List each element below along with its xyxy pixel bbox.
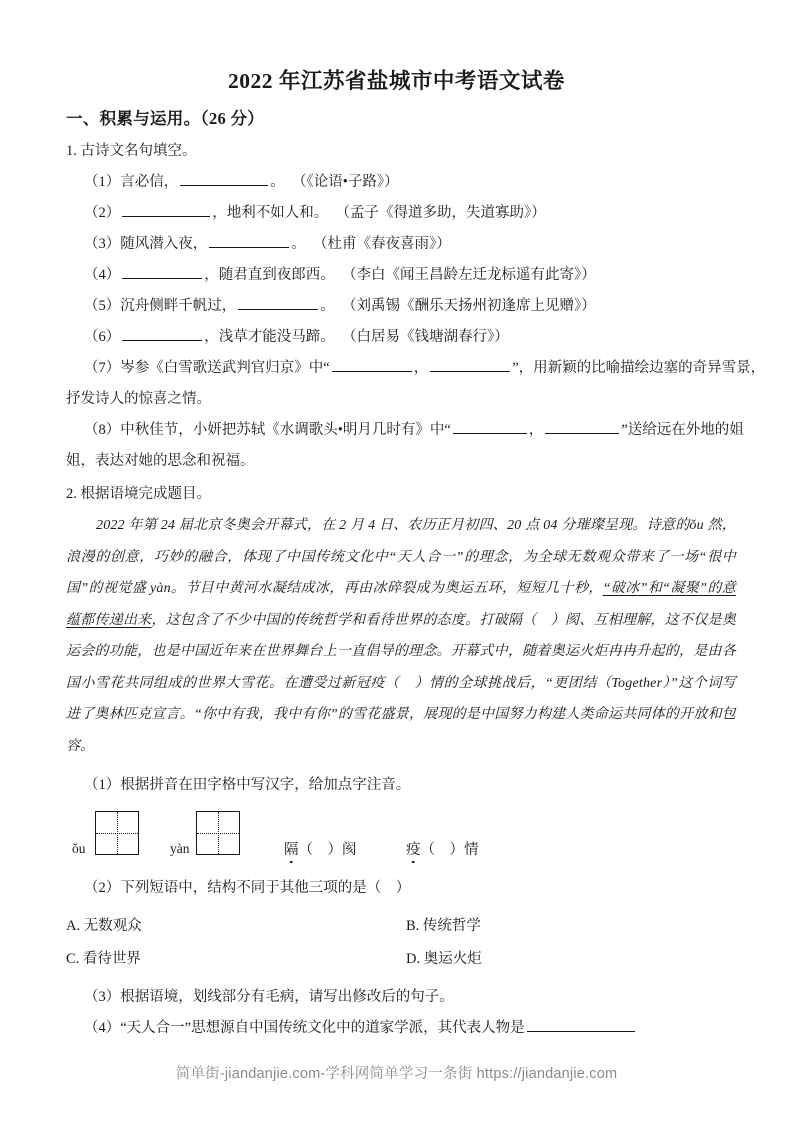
answer-blank[interactable] bbox=[430, 357, 510, 372]
sub-4-label-text: （4）“天人合一”思想源自中国传统文化中的道家学派，其代表人物是 bbox=[84, 1020, 525, 1036]
question-1-item-4 bbox=[66, 260, 736, 291]
item-source: （刘禹锡《酬乐天扬州初逢席上见赠》） bbox=[342, 298, 596, 314]
question-2-passage bbox=[66, 510, 736, 762]
answer-blank[interactable] bbox=[238, 295, 318, 310]
item-text-after: 。 bbox=[320, 298, 335, 314]
question-2-sub-4-label bbox=[66, 1013, 736, 1044]
item-text-middle: ， bbox=[413, 360, 429, 376]
question-2-sub-1-label: （1）根据拼音在田字格中写汉字，给加点字注音。 bbox=[84, 777, 411, 793]
answer-blank[interactable] bbox=[453, 419, 527, 434]
item-number: （3） bbox=[84, 236, 121, 252]
question-1-item-8 bbox=[66, 415, 744, 446]
sub-2-label-text: （2）下列短语中，结构不同于其他三项的是（ bbox=[84, 880, 382, 896]
answer-blank[interactable] bbox=[209, 233, 289, 248]
answer-blank[interactable] bbox=[122, 264, 202, 279]
answer-blank[interactable] bbox=[527, 1017, 635, 1032]
question-2-stem: 2. 根据语境完成题目。 bbox=[66, 486, 211, 502]
item-text-after: ，随君直到夜郎西。 bbox=[204, 267, 335, 283]
item-text-after: 。 bbox=[291, 236, 306, 252]
option-a-text: 无数观众 bbox=[83, 918, 142, 934]
option-b-key: B. bbox=[406, 918, 420, 934]
question-1-item-7-line2: 抒发诗人的惊喜之情。 bbox=[66, 391, 211, 407]
question-1-item-7 bbox=[66, 353, 766, 384]
option-a-key: A. bbox=[66, 918, 81, 934]
document-body bbox=[66, 104, 766, 1044]
item-text-after: ”，用新颖的比喻描绘边塞的奇异雪景， bbox=[512, 360, 766, 376]
item-text-before: 随风潜入夜， bbox=[120, 236, 208, 252]
option-c-text: 看待世界 bbox=[82, 951, 141, 967]
item-text-middle: ， bbox=[528, 422, 544, 438]
item-source: （杜甫《春夜喜雨》） bbox=[313, 236, 451, 252]
option-a[interactable] bbox=[66, 910, 142, 943]
item-source: （《论语•子路》） bbox=[292, 174, 399, 190]
option-d-text: 奥运火炬 bbox=[423, 951, 482, 967]
question-1-item-3 bbox=[66, 229, 736, 260]
sub-2-label-close: ） bbox=[395, 880, 411, 896]
answer-blank[interactable] bbox=[122, 326, 202, 341]
item-number: （7） bbox=[84, 360, 121, 376]
item-source: （孟子《得道多助，失道寡助》） bbox=[335, 205, 546, 221]
page-title: 2022 年江苏省盐城市中考语文试卷 bbox=[228, 69, 565, 93]
question-2-sub-3-label: （3）根据语境，划线部分有毛病，请写出修改后的句子。 bbox=[84, 989, 454, 1005]
item-number: （1） bbox=[84, 174, 121, 190]
item-number: （2） bbox=[84, 205, 121, 221]
item-text-after: ”送给远在外地的姐 bbox=[621, 422, 744, 438]
question-1-item-1 bbox=[66, 167, 736, 198]
passage-underlined-clause: “破冰”和“凝聚”的意蕴都传递出来 bbox=[66, 581, 736, 628]
item-text-after: 。 bbox=[270, 174, 285, 190]
item-text-before: 言必信， bbox=[120, 174, 179, 190]
option-b-text: 传统哲学 bbox=[422, 918, 481, 934]
dotted-char-yi: 疫 bbox=[406, 842, 421, 858]
item-text-before: 中秋佳节，小妍把苏轼《水调歌头•明月几时有》中“ bbox=[120, 422, 451, 438]
item-text-after: ，浅草才能没马蹄。 bbox=[204, 329, 335, 345]
option-d-key: D. bbox=[406, 951, 421, 967]
passage-part-4: ）情的全球挑战后，“更团结（Together）”这个词写进了奥林匹克宣言。“你中有我，我中有你”的雪花盛景，展现的是中国努力构建人类命运共同体的开放和包容。 bbox=[66, 675, 736, 754]
item-text-after: ，地利不如人和。 bbox=[212, 205, 329, 221]
tianzige-box-2[interactable] bbox=[196, 811, 240, 855]
question-2-sub-2-label bbox=[66, 873, 736, 904]
choice-row-cd bbox=[66, 943, 736, 976]
passage-part-3: ）阂、互相理解，这不仅是奥运会的功能，也是中国近年来在世界舞台上一直倡导的理念。开幕式中，随着奥运火炬冉冉升起的，是由各国小雪花共同组成的世界大雪花。在遭受过新冠疫（ bbox=[66, 612, 736, 691]
option-c-key: C. bbox=[66, 951, 80, 967]
option-c[interactable] bbox=[66, 943, 141, 976]
option-b[interactable] bbox=[406, 910, 481, 943]
item-source: （李白《闻王昌龄左迁龙标遥有此寄》） bbox=[342, 267, 596, 283]
annotate-yi-qing: 疫（ ）情 bbox=[406, 842, 479, 858]
item-source: （白居易《钱塘湖春行》） bbox=[342, 329, 509, 345]
item-text-before: 沉舟侧畔千帆过， bbox=[120, 298, 237, 314]
annotate-ge-he: 隔（ ）阂 bbox=[284, 842, 357, 858]
tianzige-box-1[interactable] bbox=[95, 811, 139, 855]
passage-part-2: ，这包含了不少中国的传统哲学和看待世界的态度。打破隔（ bbox=[151, 612, 537, 628]
question-1-stem: 1. 古诗文名句填空。 bbox=[66, 143, 197, 159]
item-number: （6） bbox=[84, 329, 121, 345]
answer-blank[interactable] bbox=[332, 357, 412, 372]
section-heading: 一、积累与运用。（26 分） bbox=[66, 109, 265, 128]
question-1-item-8-line2: 姐，表达对她的思念和祝福。 bbox=[66, 453, 255, 469]
choice-row-ab bbox=[66, 910, 736, 943]
option-d[interactable] bbox=[406, 943, 482, 976]
pinyin-label-yan: yàn bbox=[170, 841, 190, 856]
answer-blank[interactable] bbox=[122, 202, 210, 217]
answer-blank[interactable] bbox=[180, 171, 268, 186]
question-1-item-5 bbox=[66, 291, 736, 322]
item-number: （4） bbox=[84, 267, 121, 283]
passage-part-1: 2022 年第 24 届北京冬奥会开幕式，在 2 月 4 日、农历正月初四、20 点 04 分璀璨呈现。诗意的ǒu 然，浪漫的创意，巧妙的融合，体现了中国传统文化中“天人合一”的理念，为全球无数观众带来了一场“很中国”的视觉盛 yàn。节目中黄河水凝结成冰，再由冰碎裂成为奥运五环，短短几十秒， bbox=[66, 518, 736, 596]
question-1-item-2 bbox=[66, 198, 736, 229]
dotted-char-ge: 隔 bbox=[284, 842, 299, 858]
item-text-before: 岑参《白雪歌送武判官归京》中“ bbox=[120, 360, 330, 376]
tianzige-answer-row bbox=[66, 807, 736, 863]
pinyin-label-ou: ǒu bbox=[72, 841, 86, 856]
question-1-item-6 bbox=[66, 322, 736, 353]
item-number: （5） bbox=[84, 298, 121, 314]
item-number: （8） bbox=[84, 422, 121, 438]
footer-watermark: 简单街-jiandanjie.com-学科网简单学习一条街 https://jiandanjie.com bbox=[175, 1066, 618, 1082]
answer-blank[interactable] bbox=[545, 419, 619, 434]
